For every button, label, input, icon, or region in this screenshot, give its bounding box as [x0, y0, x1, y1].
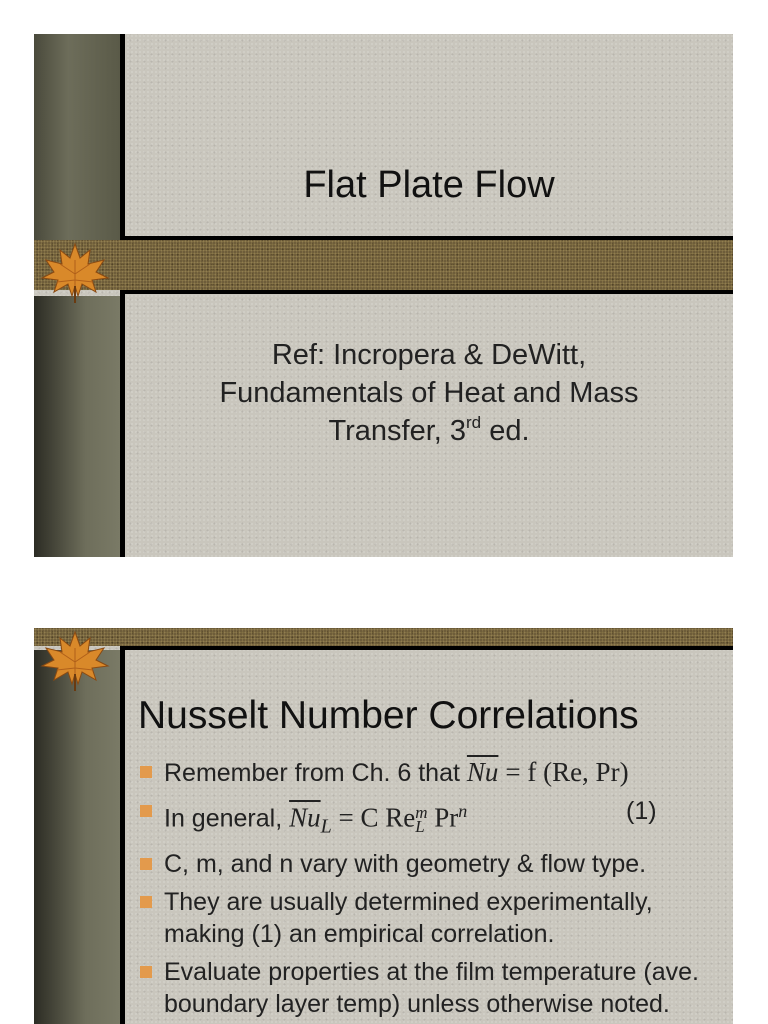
list-item: [138, 886, 728, 950]
reference-text-part: Transfer, 3: [328, 415, 467, 447]
equation-pr: Pr: [427, 802, 459, 833]
bullet-text: Remember from Ch. 6 that: [164, 759, 467, 787]
decorative-band: [34, 240, 733, 290]
title-slide: [34, 34, 733, 557]
divider-line: [120, 646, 733, 650]
maple-leaf-icon: [38, 240, 112, 304]
bullet-icon: [140, 896, 152, 908]
bullet-icon: [140, 805, 152, 817]
list-item: [138, 848, 728, 880]
reference-text-part: ed.: [481, 415, 530, 447]
slide-title: Flat Plate Flow: [303, 164, 555, 206]
bullet-icon: [140, 966, 152, 978]
list-item: [138, 756, 728, 789]
bullet-icon: [140, 766, 152, 778]
equation-mid: = C Re: [331, 802, 416, 833]
slide-title: Nusselt Number Correlations: [138, 694, 639, 737]
decorative-band: [34, 628, 733, 646]
equation-subscript: L: [320, 815, 332, 838]
list-item: [138, 795, 728, 842]
equation-number: (1): [626, 797, 657, 825]
content-slide: [34, 628, 733, 1024]
equation-lhs: $\overline{Nu}$: [289, 802, 321, 833]
bullet-icon: [140, 858, 152, 870]
reference-text: [125, 336, 733, 450]
superscript: rd: [466, 413, 482, 432]
bullet-text: C, m, and n vary with geometry & flow type.: [164, 850, 647, 879]
equation-lhs: $\overline{Nu}$: [466, 757, 499, 787]
divider-line: [120, 646, 125, 1024]
reference-line: [125, 412, 733, 450]
bullet-list: [138, 756, 728, 1024]
left-panel-bottom: [34, 296, 120, 557]
maple-leaf-icon: [38, 628, 112, 692]
left-panel-top: [34, 34, 120, 242]
divider-line: [120, 34, 125, 240]
bullet-text: In general,: [164, 804, 290, 833]
equation-rhs: = f (Re, Pr): [505, 757, 629, 787]
equation-subscript: L: [415, 816, 425, 836]
equation-exponent-group: [415, 802, 428, 836]
reference-line: Ref: Incropera & DeWitt,: [271, 339, 587, 371]
left-panel: [34, 650, 120, 1024]
bullet-text: Evaluate properties at the film temperature (ave. boundary layer temp) unless otherwise noted.: [164, 958, 699, 1019]
list-item: [138, 956, 728, 1020]
reference-line: Fundamentals of Heat and Mass: [219, 377, 639, 409]
bullet-text: They are usually determined experimentally, making (1) an empirical correlation.: [164, 888, 653, 949]
divider-line: [120, 290, 733, 294]
equation-exponent: m: [415, 802, 428, 822]
equation-exponent: n: [458, 801, 468, 821]
